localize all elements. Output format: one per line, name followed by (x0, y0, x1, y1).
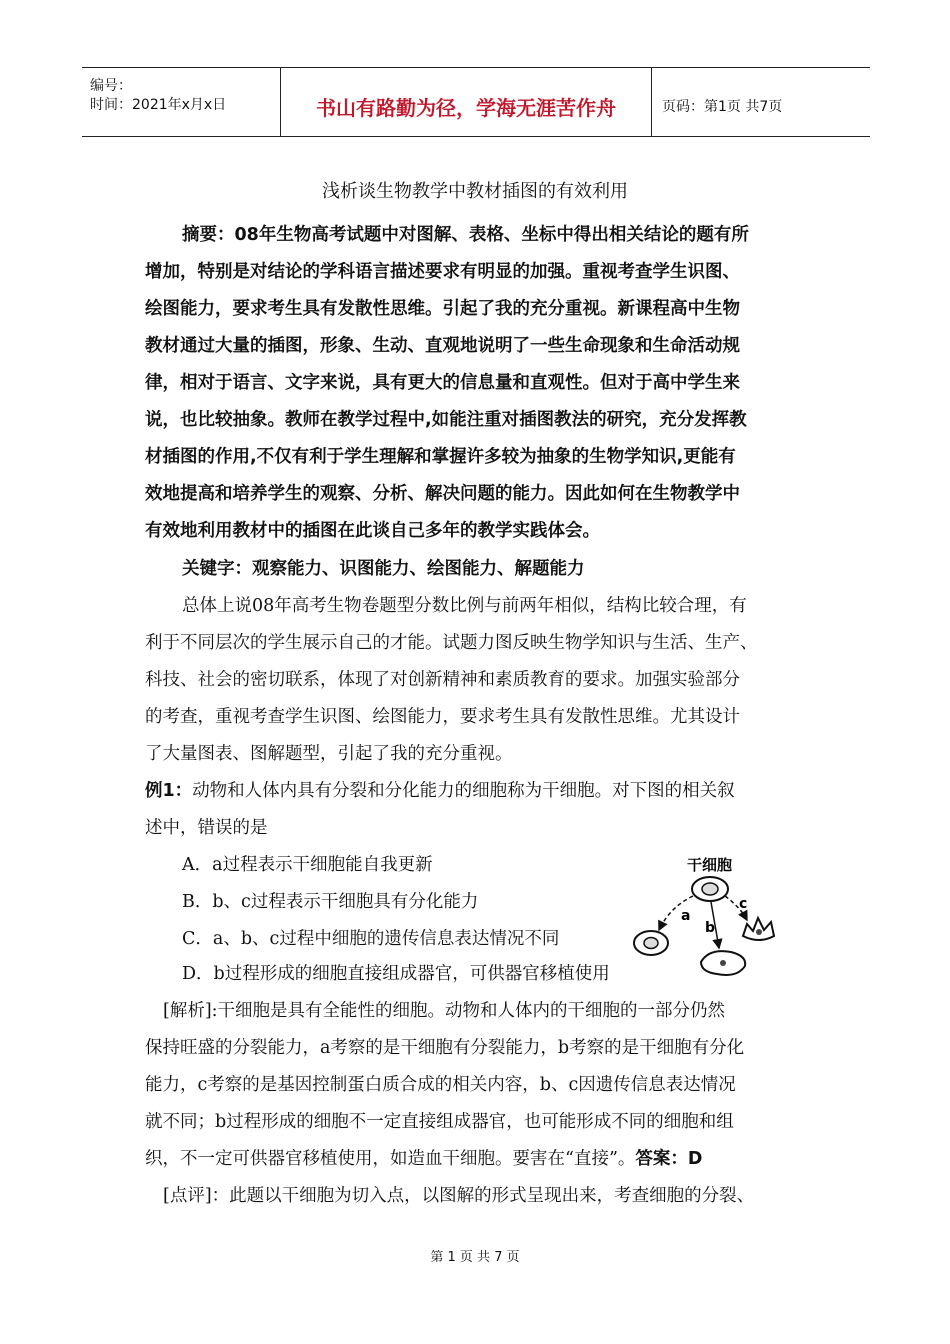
cell-b-nucleus (720, 960, 726, 966)
stem-cell-diagram (625, 852, 795, 980)
figure-title: 干细胞 (687, 856, 733, 874)
stem-cell-nucleus (702, 883, 718, 895)
abstract-line: 绘图能力，要求考生具有发散性思维。引起了我的充分重视。新课程高中生物 (145, 299, 740, 319)
option-a: A．a过程表示干细胞能自我更新 (182, 855, 433, 875)
abstract-line: 材插图的作用,不仅有利于学生理解和掌握许多较为抽象的生物学知识,更能有 (145, 447, 736, 467)
label-a: a (681, 908, 691, 924)
example-label: 例1： (145, 781, 193, 801)
option-c: C．a、b、c过程中细胞的遗传信息表达情况不同 (182, 929, 560, 949)
comment-line: [点评]：此题以干细胞为切入点，以图解的形式呈现出来，考查细胞的分裂、 (163, 1186, 755, 1206)
abstract-line: 效地提高和培养学生的观察、分析、解决问题的能力。因此如何在生物教学中 (145, 484, 740, 504)
body-line: 了大量图表、图解题型，引起了我的充分重视。 (145, 744, 513, 764)
header-meta-cell (82, 68, 280, 136)
body-line: 利于不同层次的学生展示自己的才能。试题力图反映生物学知识与生活、生产、 (145, 633, 758, 653)
header-motto-cell (280, 68, 652, 136)
header-page-cell (652, 68, 870, 136)
option-d: D．b过程形成的细胞直接组成器官，可供器官移植使用 (182, 964, 610, 984)
cell-c-nucleus (756, 929, 762, 935)
analysis-last-line (145, 1146, 702, 1172)
page-header (82, 67, 870, 137)
example-question (145, 778, 735, 804)
page-footer: 第 1 页 共 7 页 (430, 1250, 520, 1265)
abstract-line: 增加，特别是对结论的学科语言描述要求有明显的加强。重视考查学生识图、 (145, 262, 740, 282)
option-b: B．b、c过程表示干细胞具有分化能力 (182, 892, 479, 912)
label-c: c (739, 896, 748, 912)
abstract-line: 说，也比较抽象。教师在教学过程中,如能注重对插图教法的研究，充分发挥教 (145, 410, 747, 430)
body-line: 的考查，重视考查学生识图、绘图能力，要求考生具有发散性思维。尤其设计 (145, 707, 740, 727)
page-number: 页码：第1页 共7页 (662, 99, 783, 115)
analysis-line: 织，不一定可供器官移植使用，如造血干细胞。要害在“直接”。 (145, 1149, 636, 1169)
header-motto: 书山有路勤为径，学海无涯苦作舟 (316, 96, 616, 120)
label-b: b (705, 920, 716, 936)
body-line: 总体上说08年高考生物卷题型分数比例与前两年相似，结构比较合理，有 (182, 596, 747, 616)
analysis-line: 能力，c考察的是基因控制蛋白质合成的相关内容，b、c因遗传信息表达情况 (145, 1075, 736, 1095)
abstract-line: 教材通过大量的插图，形象、生动、直观地说明了一些生命现象和生命活动规 (145, 336, 740, 356)
abstract-line: 有效地利用教材中的插图在此谈自己多年的教学实践体会。 (145, 521, 600, 541)
abstract-line: 摘要：08年生物高考试题中对图解、表格、坐标中得出相关结论的题有所 (182, 225, 749, 245)
differentiated-cell-c (743, 918, 774, 940)
daughter-cell-nucleus (644, 938, 658, 949)
analysis-line: [解析]:干细胞是具有全能性的细胞。动物和人体内的干细胞的一部分仍然 (163, 1001, 726, 1021)
keywords: 关键字：观察能力、识图能力、绘图能力、解题能力 (182, 559, 585, 579)
document-number: 编号： (90, 78, 132, 94)
example-text: 动物和人体内具有分裂和分化能力的细胞称为干细胞。对下图的相关叙 (192, 781, 735, 801)
body-line: 科技、社会的密切联系，体现了对创新精神和素质教育的要求。加强实验部分 (145, 670, 740, 690)
analysis-line: 就不同；b过程形成的细胞不一定直接组成器官，也可能形成不同的细胞和组 (145, 1112, 734, 1132)
abstract-line: 律，相对于语言、文字来说，具有更大的信息量和直观性。但对于高中学生来 (145, 373, 740, 393)
analysis-line: 保持旺盛的分裂能力，a考察的是干细胞有分裂能力，b考察的是干细胞有分化 (145, 1038, 745, 1058)
example-text-line2: 述中，错误的是 (145, 818, 268, 838)
answer: 答案：D (635, 1149, 703, 1169)
document-title: 浅析谈生物教学中教材插图的有效利用 (322, 181, 628, 202)
document-date: 时间：2021年x月x日 (90, 97, 227, 113)
